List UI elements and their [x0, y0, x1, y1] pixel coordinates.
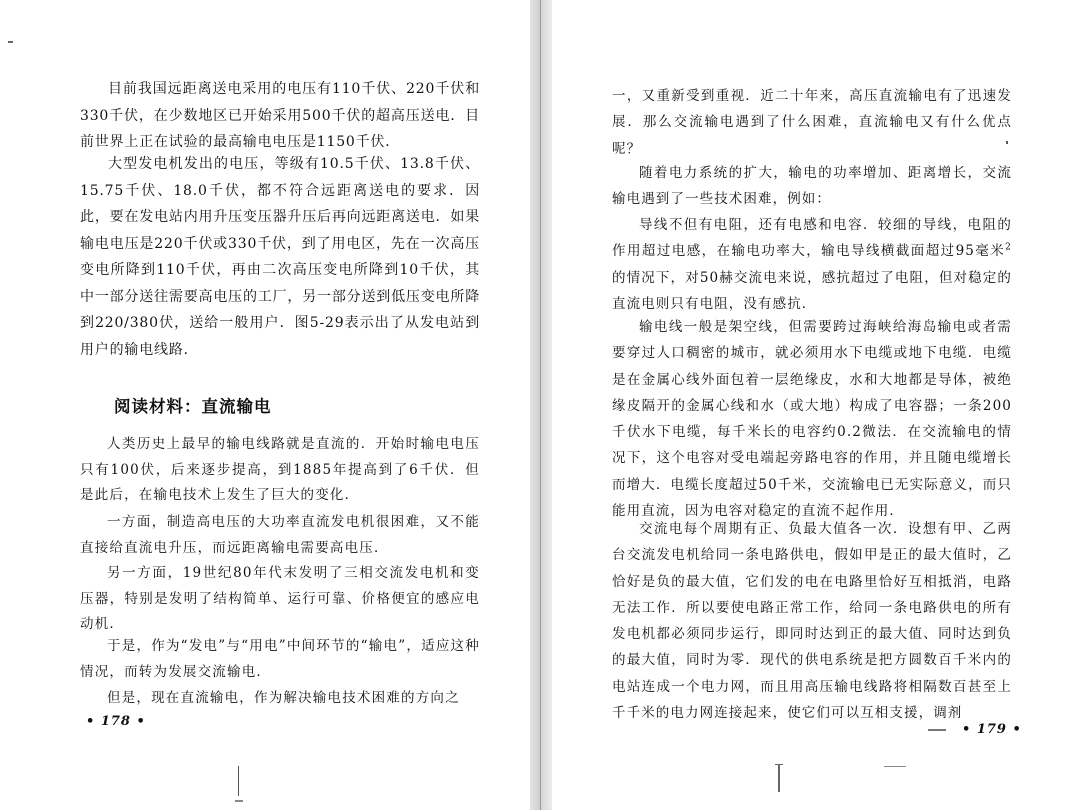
gutter-divider [540, 0, 541, 810]
left-paragraph-3: 人类历史上最早的输电线路就是直流的．开始时输电电压只有100伏，后来逐步提高，到1885年提高到了6千伏．但是此后，在输电技术上发生了巨大的变化． [80, 436, 480, 503]
scan-artifact [238, 766, 239, 796]
left-paragraph-4: 一方面，制造高电压的大功率直流发电机很困难，又不能直接给直流电升压，而远距离输电需要高电压． [80, 514, 480, 556]
left-paragraph-1: 目前我国远距离送电采用的电压有110千伏、220千伏和330千伏，在少数地区已开始采用500千伏的超高压送电．目前世界上正在试验的最高输电电压是1150千伏． [80, 81, 480, 150]
scan-artifact [884, 766, 906, 767]
right-paragraph-3-part-b: 的情况下，对50赫交流电来说，感抗超过了电阻，但对稳定的直流电则只有电阻，没有感抗． [612, 269, 1012, 312]
right-page-number: • 179 • [962, 722, 1022, 737]
right-paragraph-4: 输电线一般是架空线，但需要跨过海峡给海岛输电或者需要穿过人口稠密的城市，就必须用水下电缆或地下电缆．电缆是在金属心线外面包着一层绝缘皮，水和大地都是导体，被绝缘皮隔开的金属心线和水（或大地）构成了电容器；一条200千伏水下电缆，每千米长的电容约0.2微法．在交流输电的情况下，这个电容对受电端起旁路电容的作用，并且随电缆增长而增大．电缆长度超过50千米，交流输电已无实际意义，而只能用直流，因为电容对稳定的直流不起作用． [612, 319, 1012, 520]
right-paragraph-5: 交流电每个周期有正、负最大值各一次．设想有甲、乙两台交流发电机给同一条电路供电，假如甲是正的最大值时，乙恰好是负的最大值，它们发的电在电路里恰好互相抵消，电路无法工作．所以要使电路正常工作，给同一条电路供电的所有发电机都必须同步运行，即同时达到正的最大值、同时达到负的最大值，同时为零．现代的供电系统是把方圆数百千米内的电站连成一个电力网，而且用高压输电线路将相隔数百甚至上千千米的电力网连接起来，使它们可以互相支援，调剂 [612, 521, 1012, 722]
left-paragraph-2: 大型发电机发出的电压，等级有10.5千伏、13.8千伏、15.75千伏、18.0千伏，都不符合远距离送电的要求．因此，要在发电站内用升压变压器升压后再向远距离送电．如果输电电压是220千伏或330千伏，到了用电区，先在一次高压变电所降到110千伏，再由二次高压变电所降到10千伏，其中一部分送往需要高电压的工厂，另一部分送到低压变电所降到220/380伏，送给一般用户．图5-29表示出了从发电站到用户的输电线路． [80, 156, 480, 358]
right-paragraph-3-part-a: 导线不但有电阻，还有电感和电容．较细的导线，电阻的作用超过电感，在输电功率大，输电导线横截面超过95毫米 [612, 217, 1012, 260]
right-paragraph-3 [612, 212, 1012, 317]
left-page [0, 0, 530, 810]
scan-artifact [8, 41, 13, 43]
scan-artifact [1006, 141, 1008, 144]
left-paragraph-6: 于是，作为“发电”与“用电”中间环节的“输电”，适应这种情况，而转为发展交流输电． [80, 638, 480, 680]
left-paragraph-5: 另一方面，19世纪80年代末发明了三相交流发电机和变压器，特别是发明了结构简单、运行可靠、价格便宜的感应电动机． [80, 565, 480, 632]
right-paragraph-1: 一，又重新受到重视．近二十年来，高压直流输电有了迅速发展．那么交流输电遇到了什么困难，直流输电又有什么优点呢？ [612, 88, 1012, 157]
scan-artifact [778, 764, 780, 792]
scan-artifact [928, 729, 946, 731]
right-paragraph-2: 随着电力系统的扩大，输电的功率增加、距离增长，交流输电遇到了一些技术困难，例如： [612, 165, 1012, 208]
left-page-number: • 178 • [86, 714, 146, 729]
book-gutter [530, 0, 552, 810]
scan-artifact [775, 764, 783, 765]
section-heading: 阅读材料：直流输电 [114, 397, 272, 416]
superscript-2: 2 [1005, 242, 1012, 253]
left-paragraph-7: 但是，现在直流输电，作为解决输电技术困难的方向之 [107, 690, 460, 706]
scan-artifact [235, 800, 243, 802]
